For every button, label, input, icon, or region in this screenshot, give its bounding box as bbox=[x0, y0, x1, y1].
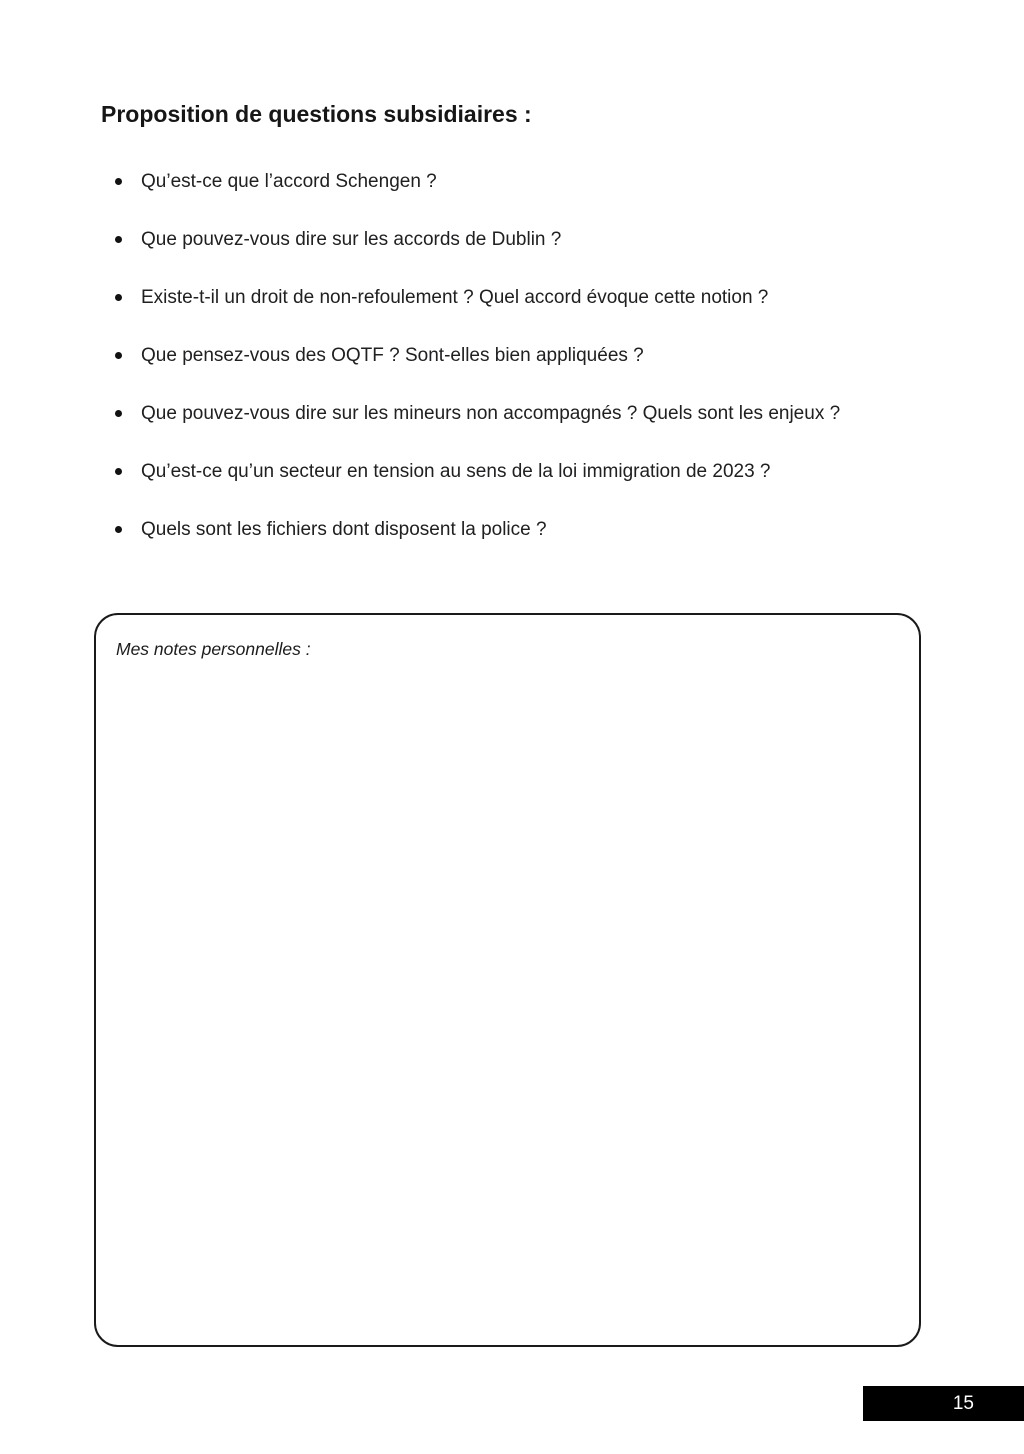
questions-section bbox=[101, 98, 922, 544]
notes-box bbox=[94, 613, 921, 1347]
question-item bbox=[101, 515, 922, 544]
page-number: 15 bbox=[952, 1393, 974, 1414]
question-item bbox=[101, 341, 922, 370]
bullet-icon bbox=[115, 294, 122, 301]
question-text: Que pouvez-vous dire sur les mineurs non accompagnés ? Quels sont les enjeux ? bbox=[141, 403, 841, 424]
bullet-icon bbox=[115, 178, 122, 185]
bullet-icon bbox=[115, 468, 122, 475]
question-text: Qu’est-ce que l’accord Schengen ? bbox=[141, 171, 437, 192]
bullet-icon bbox=[115, 236, 122, 243]
question-text: Que pensez-vous des OQTF ? Sont-elles bien appliquées ? bbox=[141, 345, 644, 366]
question-item bbox=[101, 457, 922, 486]
question-text: Existe-t-il un droit de non-refoulement ? Quel accord évoque cette notion ? bbox=[141, 287, 769, 308]
question-item bbox=[101, 283, 922, 312]
section-heading: Proposition de questions subsidiaires : bbox=[101, 101, 532, 127]
question-item bbox=[101, 399, 922, 428]
question-item bbox=[101, 167, 922, 196]
questions-list bbox=[101, 167, 922, 544]
question-item bbox=[101, 225, 922, 254]
question-text: Qu’est-ce qu’un secteur en tension au sens de la loi immigration de 2023 ? bbox=[141, 461, 771, 482]
notes-label: Mes notes personnelles : bbox=[116, 639, 311, 659]
bullet-icon bbox=[115, 526, 122, 533]
page-number-badge bbox=[863, 1386, 1024, 1421]
bullet-icon bbox=[115, 410, 122, 417]
bullet-icon bbox=[115, 352, 122, 359]
question-text: Quels sont les fichiers dont disposent la police ? bbox=[141, 519, 547, 540]
question-text: Que pouvez-vous dire sur les accords de Dublin ? bbox=[141, 229, 562, 250]
